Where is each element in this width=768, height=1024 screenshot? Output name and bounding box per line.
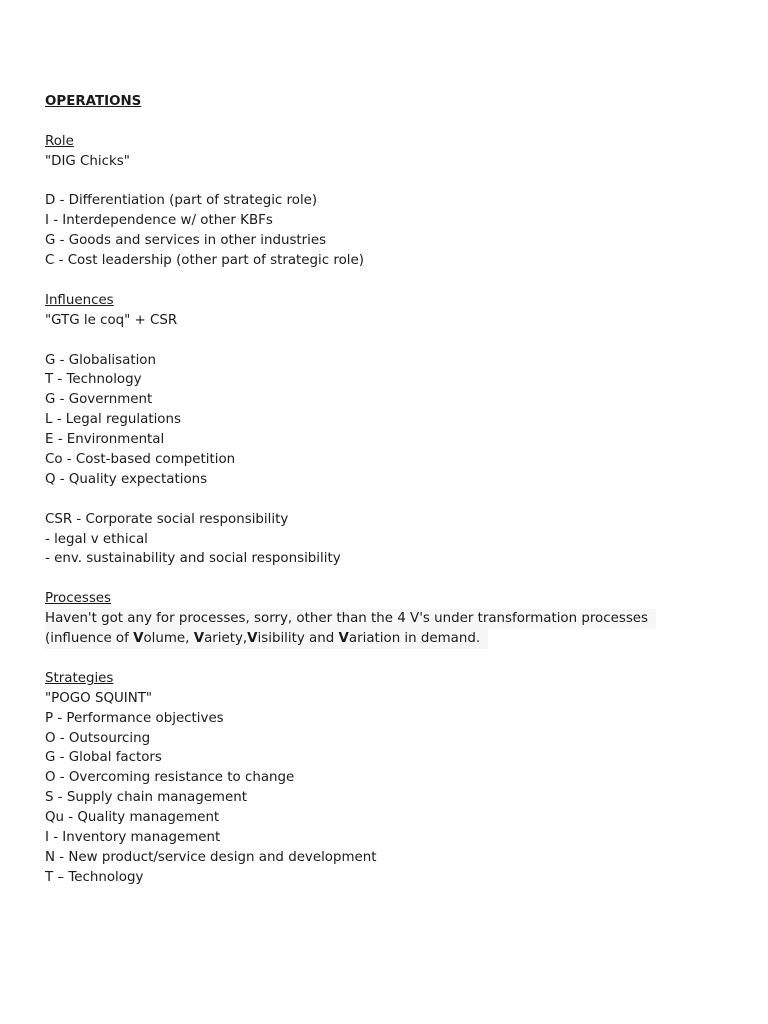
processes-heading: Processes xyxy=(45,591,112,607)
role-heading: Role xyxy=(45,133,74,149)
strategy-item: O - Outsourcing xyxy=(45,730,151,746)
influence-item: Q - Quality expectations xyxy=(45,471,208,487)
influence-item: G - Government xyxy=(45,392,153,408)
strategy-item: N - New product/service design and development xyxy=(45,849,377,865)
bold-letter: V xyxy=(247,631,258,647)
document-body xyxy=(45,92,745,888)
spacer xyxy=(45,649,745,669)
strategy-item: P - Performance objectives xyxy=(45,710,224,726)
spacer xyxy=(45,271,745,291)
role-mnemonic: "DIG Chicks" xyxy=(45,153,130,169)
role-item: C - Cost leadership (other part of strategic role) xyxy=(45,253,364,269)
strategy-item: O - Overcoming resistance to change xyxy=(45,770,295,786)
processes-text-line xyxy=(45,629,745,649)
role-item: I - Interdependence w/ other KBFs xyxy=(45,213,273,229)
strategies-mnemonic: "POGO SQUINT" xyxy=(45,690,153,706)
processes-text-2 xyxy=(45,629,488,649)
processes-text-1: Haven't got any for processes, sorry, other than the 4 V's under transformation processes xyxy=(45,609,656,629)
bold-letter: V xyxy=(338,631,349,647)
influences-mnemonic: "GTG le coq" + CSR xyxy=(45,312,178,328)
strategy-item: Qu - Quality management xyxy=(45,810,220,826)
processes-text-line xyxy=(45,609,745,629)
influence-item: T - Technology xyxy=(45,372,142,388)
strategy-item: T – Technology xyxy=(45,869,144,885)
role-item: G - Goods and services in other industries xyxy=(45,233,327,249)
strategy-item: S - Supply chain management xyxy=(45,790,247,806)
csr-line: - env. sustainability and social responsibility xyxy=(45,551,341,567)
text-run: (influence of xyxy=(45,631,134,647)
strategies-heading: Strategies xyxy=(45,670,114,686)
page-title: OPERATIONS xyxy=(45,94,142,109)
role-item: D - Differentiation (part of strategic role) xyxy=(45,193,318,209)
spacer xyxy=(45,331,745,351)
bold-letter: V xyxy=(193,631,205,647)
influences-heading: Influences xyxy=(45,292,114,308)
spacer xyxy=(45,112,745,132)
text-run: ariation in demand. xyxy=(348,631,481,647)
spacer xyxy=(45,172,745,192)
text-run: olume, xyxy=(143,631,194,647)
strategy-item: G - Global factors xyxy=(45,750,162,766)
spacer xyxy=(45,569,745,589)
influence-item: G - Globalisation xyxy=(45,352,156,368)
csr-line: CSR - Corporate social responsibility xyxy=(45,511,289,527)
text-run: isibility and xyxy=(257,631,339,647)
spacer xyxy=(45,490,745,510)
influence-item: L - Legal regulations xyxy=(45,412,181,428)
influence-item: E - Environmental xyxy=(45,432,165,448)
influence-item: Co - Cost-based competition xyxy=(45,452,236,468)
text-run: ariety, xyxy=(204,631,248,647)
strategy-item: I - Inventory management xyxy=(45,829,221,845)
csr-line: - legal v ethical xyxy=(45,531,148,547)
bold-letter: V xyxy=(133,631,144,647)
